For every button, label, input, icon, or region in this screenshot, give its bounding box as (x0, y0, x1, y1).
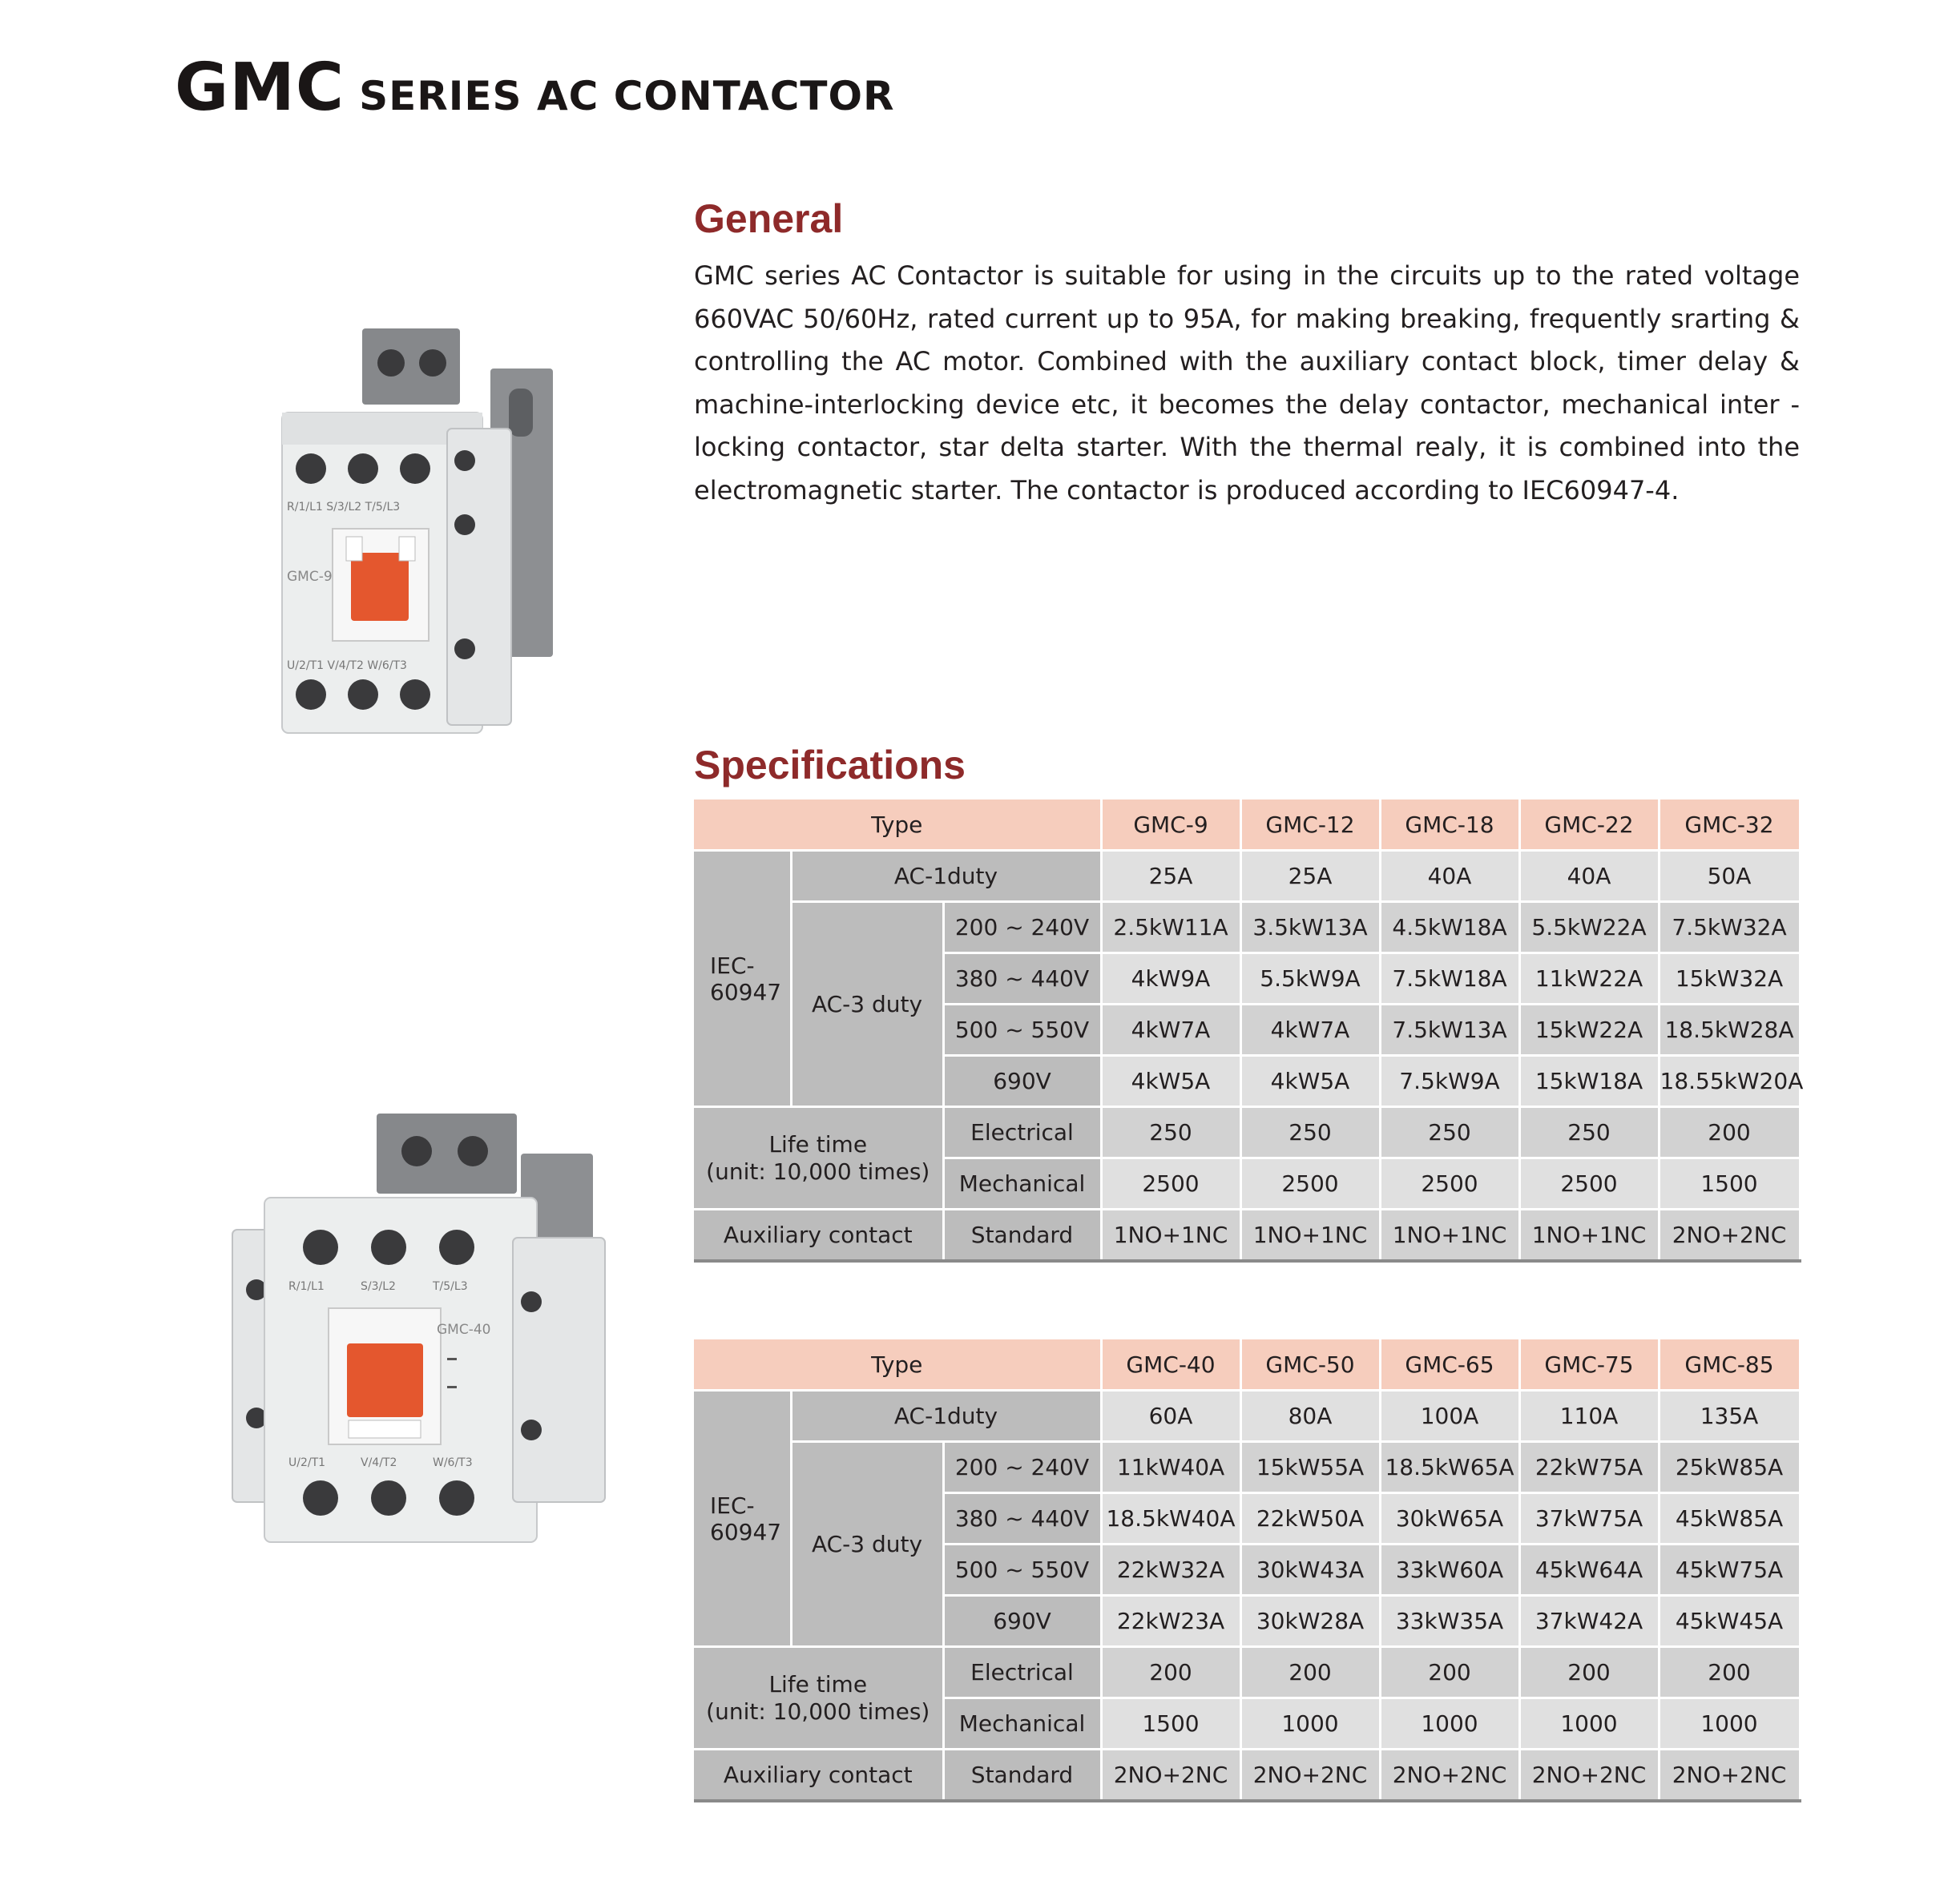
value-cell: 100A (1380, 1391, 1519, 1442)
value-cell: 18.5kW40A (1101, 1493, 1240, 1545)
value-cell: 18.5kW28A (1659, 1005, 1800, 1056)
value-cell: 110A (1519, 1391, 1659, 1442)
value-cell: 1500 (1659, 1158, 1800, 1210)
value-cell: 250 (1519, 1107, 1659, 1158)
value-cell: 11kW22A (1519, 953, 1659, 1005)
voltage-label: 200 ~ 240V (943, 1442, 1101, 1493)
mechanical-label: Mechanical (943, 1158, 1101, 1210)
life-time-label (694, 1647, 943, 1750)
coil-terminal-block (377, 1114, 517, 1194)
ac3-label: AC-3 duty (791, 902, 943, 1107)
product-photo-gmc40 (228, 1110, 629, 1558)
ac1-label: AC-1duty (791, 1391, 1101, 1442)
voltage-label: 500 ~ 550V (943, 1005, 1101, 1056)
aux-row (694, 1210, 1800, 1262)
model-label: GMC-40 (437, 1322, 491, 1338)
value-cell: 135A (1659, 1391, 1800, 1442)
value-cell: 200 (1101, 1647, 1240, 1698)
auxiliary-block (447, 429, 511, 725)
value-cell: 45kW45A (1659, 1596, 1800, 1647)
ac1-row (694, 1391, 1800, 1442)
value-cell: 15kW18A (1519, 1056, 1659, 1107)
value-cell: 7.5kW9A (1380, 1056, 1519, 1107)
value-cell: 250 (1240, 1107, 1380, 1158)
value-cell: 200 (1659, 1647, 1800, 1698)
voltage-label: 380 ~ 440V (943, 1493, 1101, 1545)
type-cell: GMC-85 (1659, 1339, 1800, 1391)
value-cell: 1NO+1NC (1380, 1210, 1519, 1262)
value-cell: 4kW9A (1101, 953, 1240, 1005)
value-cell: 1000 (1659, 1698, 1800, 1750)
value-cell: 40A (1380, 851, 1519, 902)
value-cell: 1000 (1519, 1698, 1659, 1750)
value-cell: 40A (1519, 851, 1659, 902)
actuator-button (347, 1343, 423, 1417)
value-cell: 200 (1240, 1647, 1380, 1698)
standard-label: Standard (943, 1750, 1101, 1802)
value-cell: 25kW85A (1659, 1442, 1800, 1493)
value-cell: 30kW65A (1380, 1493, 1519, 1545)
value-cell: 37kW75A (1519, 1493, 1659, 1545)
bottom-terminal-label-1: U/2/T1 (288, 1456, 326, 1469)
value-cell: 250 (1101, 1107, 1240, 1158)
terminal-screw (296, 679, 326, 710)
bottom-terminal-label-3: W/6/T3 (433, 1456, 473, 1469)
ac1-row (694, 851, 1800, 902)
value-cell: 3.5kW13A (1240, 902, 1380, 953)
value-cell: 15kW55A (1240, 1442, 1380, 1493)
value-cell: 2.5kW11A (1101, 902, 1240, 953)
v1-row (694, 902, 1800, 953)
value-cell: 4kW7A (1240, 1005, 1380, 1056)
terminal-screw (348, 453, 378, 484)
value-cell: 22kW23A (1101, 1596, 1240, 1647)
type-cell: GMC-22 (1519, 799, 1659, 851)
voltage-label: 200 ~ 240V (943, 902, 1101, 953)
value-cell: 2NO+2NC (1519, 1750, 1659, 1802)
general-heading: General (694, 196, 844, 241)
value-cell: 7.5kW32A (1659, 902, 1800, 953)
value-cell: 33kW60A (1380, 1545, 1519, 1596)
value-cell: 1000 (1240, 1698, 1380, 1750)
value-cell: 50A (1659, 851, 1800, 902)
voltage-label: 380 ~ 440V (943, 953, 1101, 1005)
value-cell: 2NO+2NC (1101, 1750, 1240, 1802)
top-terminal-label-2: S/3/L2 (361, 1280, 396, 1293)
type-cell: GMC-75 (1519, 1339, 1659, 1391)
life-time-line2: (unit: 10,000 times) (706, 1158, 930, 1185)
value-cell: 22kW75A (1519, 1442, 1659, 1493)
voltage-label: 690V (943, 1596, 1101, 1647)
terminal-screw (439, 1230, 474, 1265)
value-cell: 15kW22A (1519, 1005, 1659, 1056)
iec-label: IEC- 60947 (694, 1391, 791, 1647)
value-cell: 1NO+1NC (1101, 1210, 1240, 1262)
spec-table-2 (694, 1339, 1801, 1802)
type-cell: GMC-50 (1240, 1339, 1380, 1391)
value-cell: 22kW50A (1240, 1493, 1380, 1545)
spec-table-1 (694, 799, 1804, 1263)
terminal-screw (400, 679, 430, 710)
bottom-terminal-label-2: V/4/T2 (361, 1456, 397, 1469)
value-cell: 2NO+2NC (1659, 1210, 1800, 1262)
type-row (694, 799, 1800, 851)
type-cell: GMC-18 (1380, 799, 1519, 851)
value-cell: 45kW64A (1519, 1545, 1659, 1596)
value-cell: 7.5kW13A (1380, 1005, 1519, 1056)
ac1-label: AC-1duty (791, 851, 1101, 902)
actuator-button (351, 553, 409, 621)
value-cell: 45kW75A (1659, 1545, 1800, 1596)
electrical-row (694, 1647, 1800, 1698)
value-cell: 45kW85A (1659, 1493, 1800, 1545)
electrical-label: Electrical (943, 1647, 1101, 1698)
value-cell: 2500 (1519, 1158, 1659, 1210)
electrical-label: Electrical (943, 1107, 1101, 1158)
value-cell: 4.5kW18A (1380, 902, 1519, 953)
value-cell: 25A (1101, 851, 1240, 902)
life-time-line1: Life time (768, 1670, 868, 1698)
value-cell: 2NO+2NC (1659, 1750, 1800, 1802)
value-cell: 200 (1659, 1107, 1800, 1158)
life-time-label (694, 1107, 943, 1210)
value-cell: 4kW5A (1101, 1056, 1240, 1107)
value-cell: 15kW32A (1659, 953, 1800, 1005)
terminal-screw (400, 453, 430, 484)
value-cell: 18.55kW20A (1659, 1056, 1800, 1107)
value-cell: 1500 (1101, 1698, 1240, 1750)
voltage-label: 500 ~ 550V (943, 1545, 1101, 1596)
value-cell: 200 (1380, 1647, 1519, 1698)
aux-label: Auxiliary contact (694, 1210, 943, 1262)
type-cell: GMC-40 (1101, 1339, 1240, 1391)
value-cell: 2NO+2NC (1380, 1750, 1519, 1802)
value-cell: 5.5kW9A (1240, 953, 1380, 1005)
value-cell: 11kW40A (1101, 1442, 1240, 1493)
product-photo-gmc9 (272, 324, 577, 741)
title-series-name: GMC (175, 50, 345, 126)
auxiliary-block-right (513, 1238, 605, 1502)
value-cell: 4kW7A (1101, 1005, 1240, 1056)
ac3-label: AC-3 duty (791, 1442, 943, 1647)
value-cell: 1000 (1380, 1698, 1519, 1750)
type-cell: GMC-65 (1380, 1339, 1519, 1391)
page-title (175, 50, 895, 126)
top-terminal-label-3: T/5/L3 (433, 1280, 468, 1293)
value-cell: 30kW43A (1240, 1545, 1380, 1596)
value-cell: 5.5kW22A (1519, 902, 1659, 953)
terminal-screw (303, 1480, 338, 1516)
terminal-screw (296, 453, 326, 484)
terminal-screw (303, 1230, 338, 1265)
type-cell: GMC-32 (1659, 799, 1800, 851)
value-cell: 2500 (1240, 1158, 1380, 1210)
aux-label: Auxiliary contact (694, 1750, 943, 1802)
value-cell: 2NO+2NC (1240, 1750, 1380, 1802)
top-terminal-label-1: R/1/L1 (288, 1280, 325, 1293)
life-time-line1: Life time (768, 1130, 868, 1158)
terminal-screw (371, 1480, 406, 1516)
terminal-screw (348, 679, 378, 710)
specifications-heading: Specifications (694, 743, 966, 787)
value-cell: 30kW28A (1240, 1596, 1380, 1647)
electrical-row (694, 1107, 1800, 1158)
bottom-terminal-labels: U/2/T1 V/4/T2 W/6/T3 (287, 659, 407, 672)
life-time-line2: (unit: 10,000 times) (706, 1698, 930, 1725)
iec-label: IEC- 60947 (694, 851, 791, 1107)
value-cell: 25A (1240, 851, 1380, 902)
type-cell: GMC-9 (1101, 799, 1240, 851)
aux-row (694, 1750, 1800, 1802)
value-cell: 250 (1380, 1107, 1519, 1158)
type-label: Type (694, 1339, 1101, 1391)
value-cell: 7.5kW18A (1380, 953, 1519, 1005)
standard-label: Standard (943, 1210, 1101, 1262)
terminal-screw (439, 1480, 474, 1516)
terminal-screw (371, 1230, 406, 1265)
value-cell: 200 (1519, 1647, 1659, 1698)
value-cell: 2500 (1101, 1158, 1240, 1210)
type-label: Type (694, 799, 1101, 851)
type-cell: GMC-12 (1240, 799, 1380, 851)
value-cell: 2500 (1380, 1158, 1519, 1210)
type-row (694, 1339, 1800, 1391)
top-terminal-labels: R/1/L1 S/3/L2 T/5/L3 (287, 501, 401, 514)
value-cell: 1NO+1NC (1519, 1210, 1659, 1262)
value-cell: 22kW32A (1101, 1545, 1240, 1596)
value-cell: 60A (1101, 1391, 1240, 1442)
voltage-label: 690V (943, 1056, 1101, 1107)
v1-row (694, 1442, 1800, 1493)
value-cell: 33kW35A (1380, 1596, 1519, 1647)
title-subtitle: SERIES AC CONTACTOR (359, 73, 895, 119)
value-cell: 4kW5A (1240, 1056, 1380, 1107)
value-cell: 80A (1240, 1391, 1380, 1442)
value-cell: 18.5kW65A (1380, 1442, 1519, 1493)
value-cell: 1NO+1NC (1240, 1210, 1380, 1262)
model-label: GMC-9 (287, 569, 333, 585)
value-cell: 37kW42A (1519, 1596, 1659, 1647)
mechanical-label: Mechanical (943, 1698, 1101, 1750)
general-description: GMC series AC Contactor is suitable for using in the circuits up to the rated voltage 660VAC 50/60Hz, rated current up to 95A, for making breaking, frequently srarting & controlling the AC motor. Combined with the auxiliary contact block, timer delay & machine-interlocking device etc, it becomes the delay contactor, mechanical inter -locking contactor, star delta starter. With the thermal realy, it is combined into the electromagnetic starter. The contactor is produced according to IEC60947-4. (694, 260, 1800, 505)
